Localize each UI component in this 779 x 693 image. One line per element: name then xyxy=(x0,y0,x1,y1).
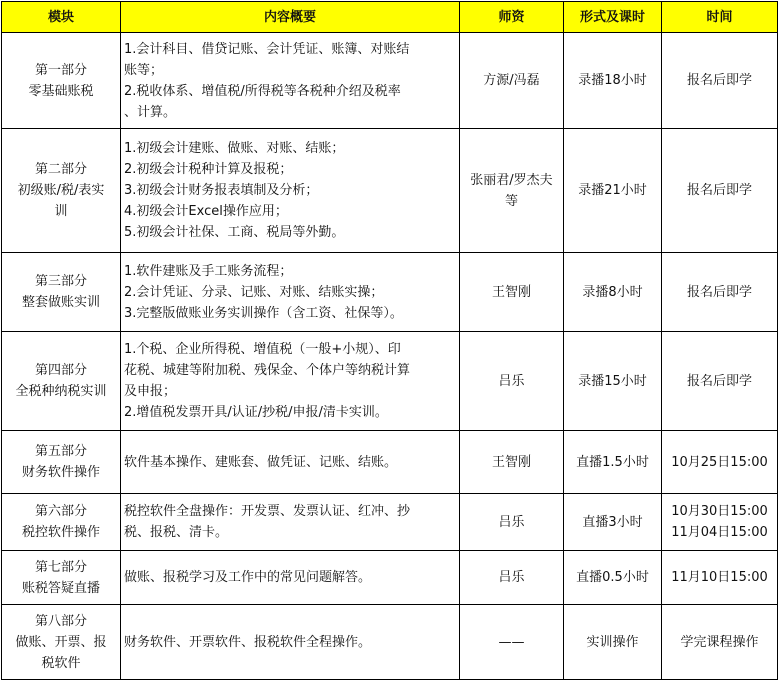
time-cell xyxy=(662,494,778,551)
time-cell-line: 10月30日15:00 xyxy=(671,504,768,519)
content-cell-line: 花税、城建等附加税、残保金、个体户等纳税计算 xyxy=(124,363,411,378)
module-cell-line: 初级账/税/表实 xyxy=(17,183,105,198)
content-cell-line: 2.增值税发票开具/认证/抄税/申报/清卡实训。 xyxy=(124,405,388,420)
time-cell xyxy=(662,431,778,494)
time-cell xyxy=(662,129,778,253)
course-schedule-table xyxy=(1,1,778,680)
teacher-cell-line: —— xyxy=(498,634,525,650)
content-cell xyxy=(121,431,460,494)
time-cell-line: 报名后即学 xyxy=(686,284,752,300)
content-cell-line: 账等； xyxy=(124,62,164,78)
time-cell-line: 11月04日15:00 xyxy=(671,525,768,540)
time-cell xyxy=(662,253,778,332)
teacher-cell xyxy=(460,33,564,129)
content-cell xyxy=(121,551,460,605)
module-cell xyxy=(2,431,121,494)
header-teacher: 师资 xyxy=(460,2,564,33)
table-row xyxy=(2,551,778,605)
time-cell-line: 10月25日15:00 xyxy=(671,454,768,470)
header-row xyxy=(2,2,778,33)
content-cell-line: 财务软件、开票软件、报税软件全程操作。 xyxy=(124,634,372,650)
module-cell xyxy=(2,129,121,253)
module-cell xyxy=(2,33,121,129)
content-cell-line: 税、报税、清卡。 xyxy=(124,525,229,540)
module-cell-line: 第五部分 xyxy=(34,444,87,459)
format-cell: 录播18小时 xyxy=(564,33,662,129)
format-cell: 录播8小时 xyxy=(564,253,662,332)
content-cell-line: 4.初级会计Excel操作应用； xyxy=(124,204,288,219)
teacher-cell xyxy=(460,253,564,332)
content-cell-line: 及申报； xyxy=(124,384,177,399)
module-cell xyxy=(2,494,121,551)
format-cell: 直播1.5小时 xyxy=(564,431,662,494)
content-cell xyxy=(121,605,460,680)
format-cell: 直播0.5小时 xyxy=(564,551,662,605)
module-cell xyxy=(2,551,121,605)
content-cell-line: 2.税收体系、增值税/所得税等各税种介绍及税率 xyxy=(124,83,401,99)
content-cell xyxy=(121,129,460,253)
content-cell xyxy=(121,33,460,129)
module-cell-line: 做账、开票、报 xyxy=(15,634,107,650)
content-cell-line: 1.会计科目、借贷记账、会计凭证、账簿、对账结 xyxy=(124,41,410,57)
content-cell-line: 税控软件全盘操作：开发票、发票认证、红冲、抄 xyxy=(124,504,411,519)
module-cell-line: 第四部分 xyxy=(34,363,87,378)
module-cell-line: 零基础账税 xyxy=(28,83,94,99)
table-row xyxy=(2,33,778,129)
content-cell-line: 3.完整版做账业务实训操作（含工资、社保等）。 xyxy=(124,305,403,321)
content-cell-line: 1.初级会计建账、做账、对账、结账； xyxy=(124,141,345,156)
time-cell-line: 报名后即学 xyxy=(686,183,752,198)
teacher-cell-line: 吕乐 xyxy=(498,570,525,585)
module-cell-line: 训 xyxy=(54,204,68,219)
time-cell xyxy=(662,332,778,431)
content-cell-line: 、计算。 xyxy=(124,104,177,120)
format-cell: 录播15小时 xyxy=(564,332,662,431)
teacher-cell-line: 王智刚 xyxy=(491,454,531,470)
table-row xyxy=(2,332,778,431)
module-cell-line: 税控软件操作 xyxy=(21,525,100,540)
content-cell-line: 软件基本操作、建账套、做凭证、记账、结账。 xyxy=(124,454,398,470)
content-cell-line: 做账、报税学习及工作中的常见问题解答。 xyxy=(124,570,372,585)
module-cell-line: 第一部分 xyxy=(34,62,87,78)
table-row xyxy=(2,431,778,494)
teacher-cell xyxy=(460,551,564,605)
module-cell xyxy=(2,253,121,332)
teacher-cell-line: 等 xyxy=(504,193,518,209)
teacher-cell xyxy=(460,332,564,431)
teacher-cell xyxy=(460,129,564,253)
teacher-cell-line: 吕乐 xyxy=(498,514,525,530)
module-cell xyxy=(2,605,121,680)
table-row xyxy=(2,129,778,253)
teacher-cell-line: 王智刚 xyxy=(491,284,531,300)
content-cell-line: 2.会计凭证、分录、记账、对账、结账实操； xyxy=(124,284,384,300)
time-cell xyxy=(662,551,778,605)
time-cell xyxy=(662,33,778,129)
header-format: 形式及课时 xyxy=(564,2,662,33)
teacher-cell xyxy=(460,431,564,494)
table-row xyxy=(2,494,778,551)
content-cell-line: 1.个税、企业所得税、增值税（一般+小规）、印 xyxy=(124,342,401,357)
teacher-cell xyxy=(460,494,564,551)
table-row xyxy=(2,605,778,680)
header-content: 内容概要 xyxy=(121,2,460,33)
module-cell-line: 财务软件操作 xyxy=(21,465,100,480)
content-cell-line: 5.初级会计社保、工商、税局等外勤。 xyxy=(124,225,345,240)
format-cell: 直播3小时 xyxy=(564,494,662,551)
time-cell-line: 11月10日15:00 xyxy=(671,570,768,585)
module-cell-line: 第二部分 xyxy=(34,162,87,177)
content-cell xyxy=(121,332,460,431)
module-cell-line: 第六部分 xyxy=(34,504,87,519)
table-row xyxy=(2,253,778,332)
time-cell-line: 学完课程操作 xyxy=(680,634,759,650)
content-cell-line: 3.初级会计财务报表填制及分析； xyxy=(124,183,319,198)
teacher-cell-line: 张丽君/罗杰夫 xyxy=(470,172,553,188)
content-cell-line: 1.软件建账及手工账务流程； xyxy=(124,263,293,279)
time-cell xyxy=(662,605,778,680)
module-cell-line: 全税种纳税实训 xyxy=(15,384,107,399)
module-cell xyxy=(2,332,121,431)
format-cell: 实训操作 xyxy=(564,605,662,680)
content-cell-line: 2.初级会计税种计算及报税； xyxy=(124,162,293,177)
time-cell-line: 报名后即学 xyxy=(686,73,752,88)
content-cell xyxy=(121,494,460,551)
module-cell-line: 第三部分 xyxy=(34,274,87,289)
module-cell-line: 第七部分 xyxy=(34,559,87,575)
content-cell xyxy=(121,253,460,332)
module-cell-line: 整套做账实训 xyxy=(21,295,100,310)
module-cell-line: 税软件 xyxy=(41,655,81,671)
header-time: 时间 xyxy=(662,2,778,33)
module-cell-line: 账税答疑直播 xyxy=(21,580,100,596)
teacher-cell-line: 吕乐 xyxy=(498,373,525,389)
module-cell-line: 第八部分 xyxy=(34,613,87,629)
header-module: 模块 xyxy=(2,2,121,33)
teacher-cell xyxy=(460,605,564,680)
time-cell-line: 报名后即学 xyxy=(686,373,752,389)
teacher-cell-line: 方源/冯磊 xyxy=(483,73,540,88)
format-cell: 录播21小时 xyxy=(564,129,662,253)
